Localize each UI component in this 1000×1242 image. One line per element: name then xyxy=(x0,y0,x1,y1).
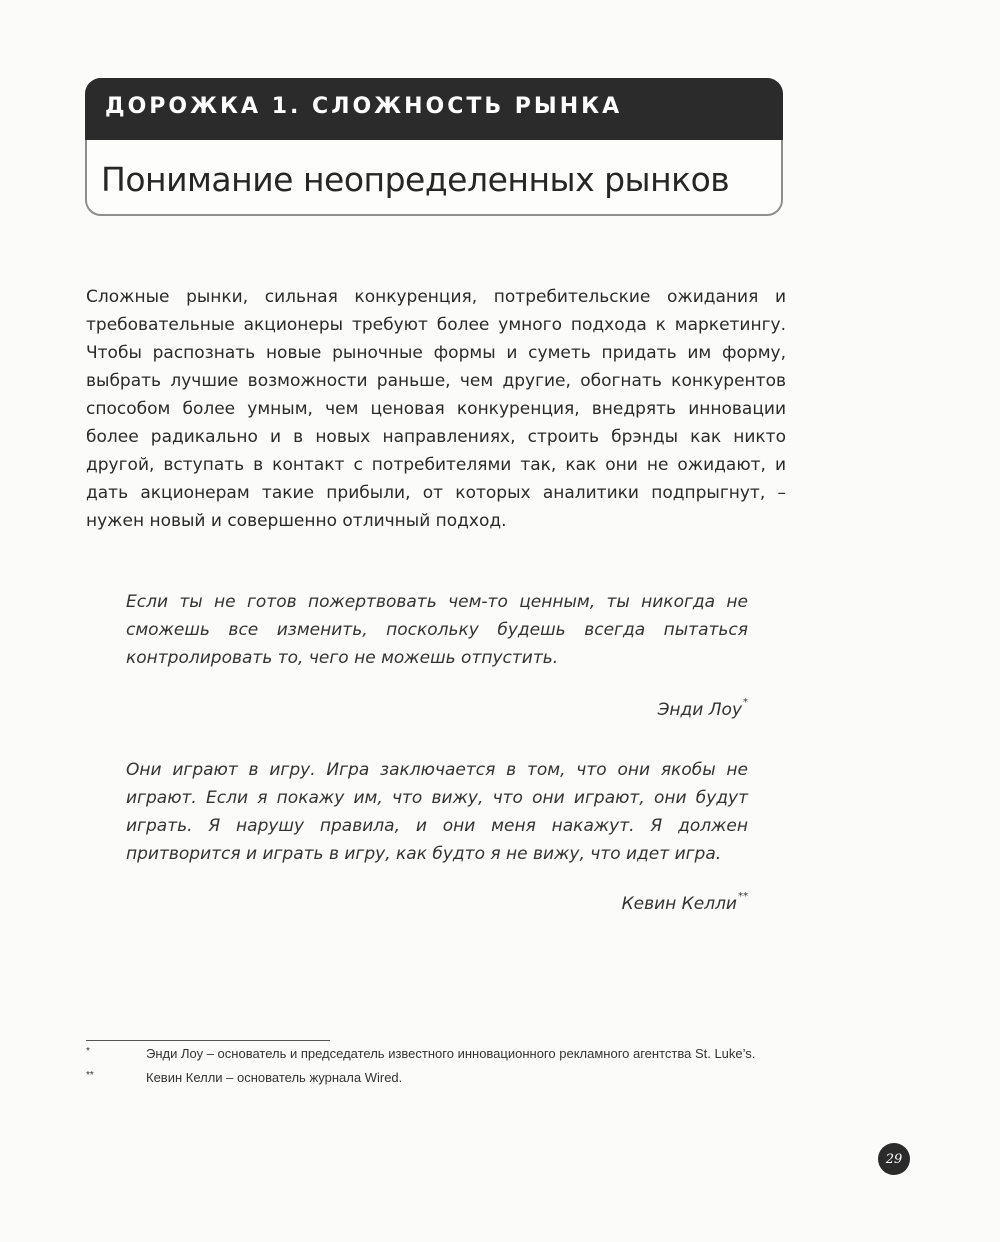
quote-1-footnote-mark: * xyxy=(743,697,748,708)
track-label: ДОРОЖКА 1. СЛОЖНОСТЬ РЫНКА xyxy=(105,94,623,119)
header-bar xyxy=(85,78,783,140)
quote-2-author-name: Кевин Келли xyxy=(621,894,737,914)
footnote-2-text: Кевин Келли – основатель журнала Wired. xyxy=(146,1070,403,1085)
page-title: Понимание неопределенных рынков xyxy=(101,160,730,199)
chapter-header xyxy=(85,78,783,216)
quote-1-author-name: Энди Лоу xyxy=(657,700,742,720)
quote-2-text: Они играют в игру. Игра заключается в том, что они якобы не играют. Если я покажу им, что вижу, что они играют, они будут играть. Я нарушу правила, и они меня накажут. Я должен притворится и играть в игру, как будто я не вижу, что идет игра. xyxy=(126,760,748,864)
quote-2-author xyxy=(621,891,748,914)
quote-2-footnote-mark: ** xyxy=(738,891,748,902)
page-number-badge: 29 xyxy=(878,1143,910,1175)
footnote-2-mark: ** xyxy=(86,1070,94,1081)
footnote-1 xyxy=(86,1046,755,1061)
footnote-divider xyxy=(86,1040,330,1041)
footnote-1-mark: * xyxy=(86,1046,90,1057)
body-paragraph: Сложные рынки, сильная конкуренция, потребительские ожидания и требовательные акционеры требуют более умного подхода к маркетингу. Чтобы распознать новые рыночные формы и суметь придать им форму, выбрать лучшие возможности раньше, чем другие, обогнать конкурентов способом более умным, чем ценовая конкуренция, внедрять инновации более радикально и в новых направлениях, строить брэнды как никто другой, вступать в контакт с потребителями так, как они не ожидают, и дать акционерам такие прибыли, от которых аналитики подпрыгнут, – нужен новый и совершенно отличный подход. xyxy=(86,287,786,531)
footnote-1-text: Энди Лоу – основатель и председатель известного инновационного рекламного агентства St. Luke’s. xyxy=(146,1046,756,1061)
quote-1-text: Если ты не готов пожертвовать чем-то ценным, ты никогда не сможешь все изменить, поскольку будешь всегда пытаться контролировать то, чего не можешь отпустить. xyxy=(126,592,748,668)
footnote-2 xyxy=(86,1070,402,1085)
quote-1-author xyxy=(657,697,748,720)
